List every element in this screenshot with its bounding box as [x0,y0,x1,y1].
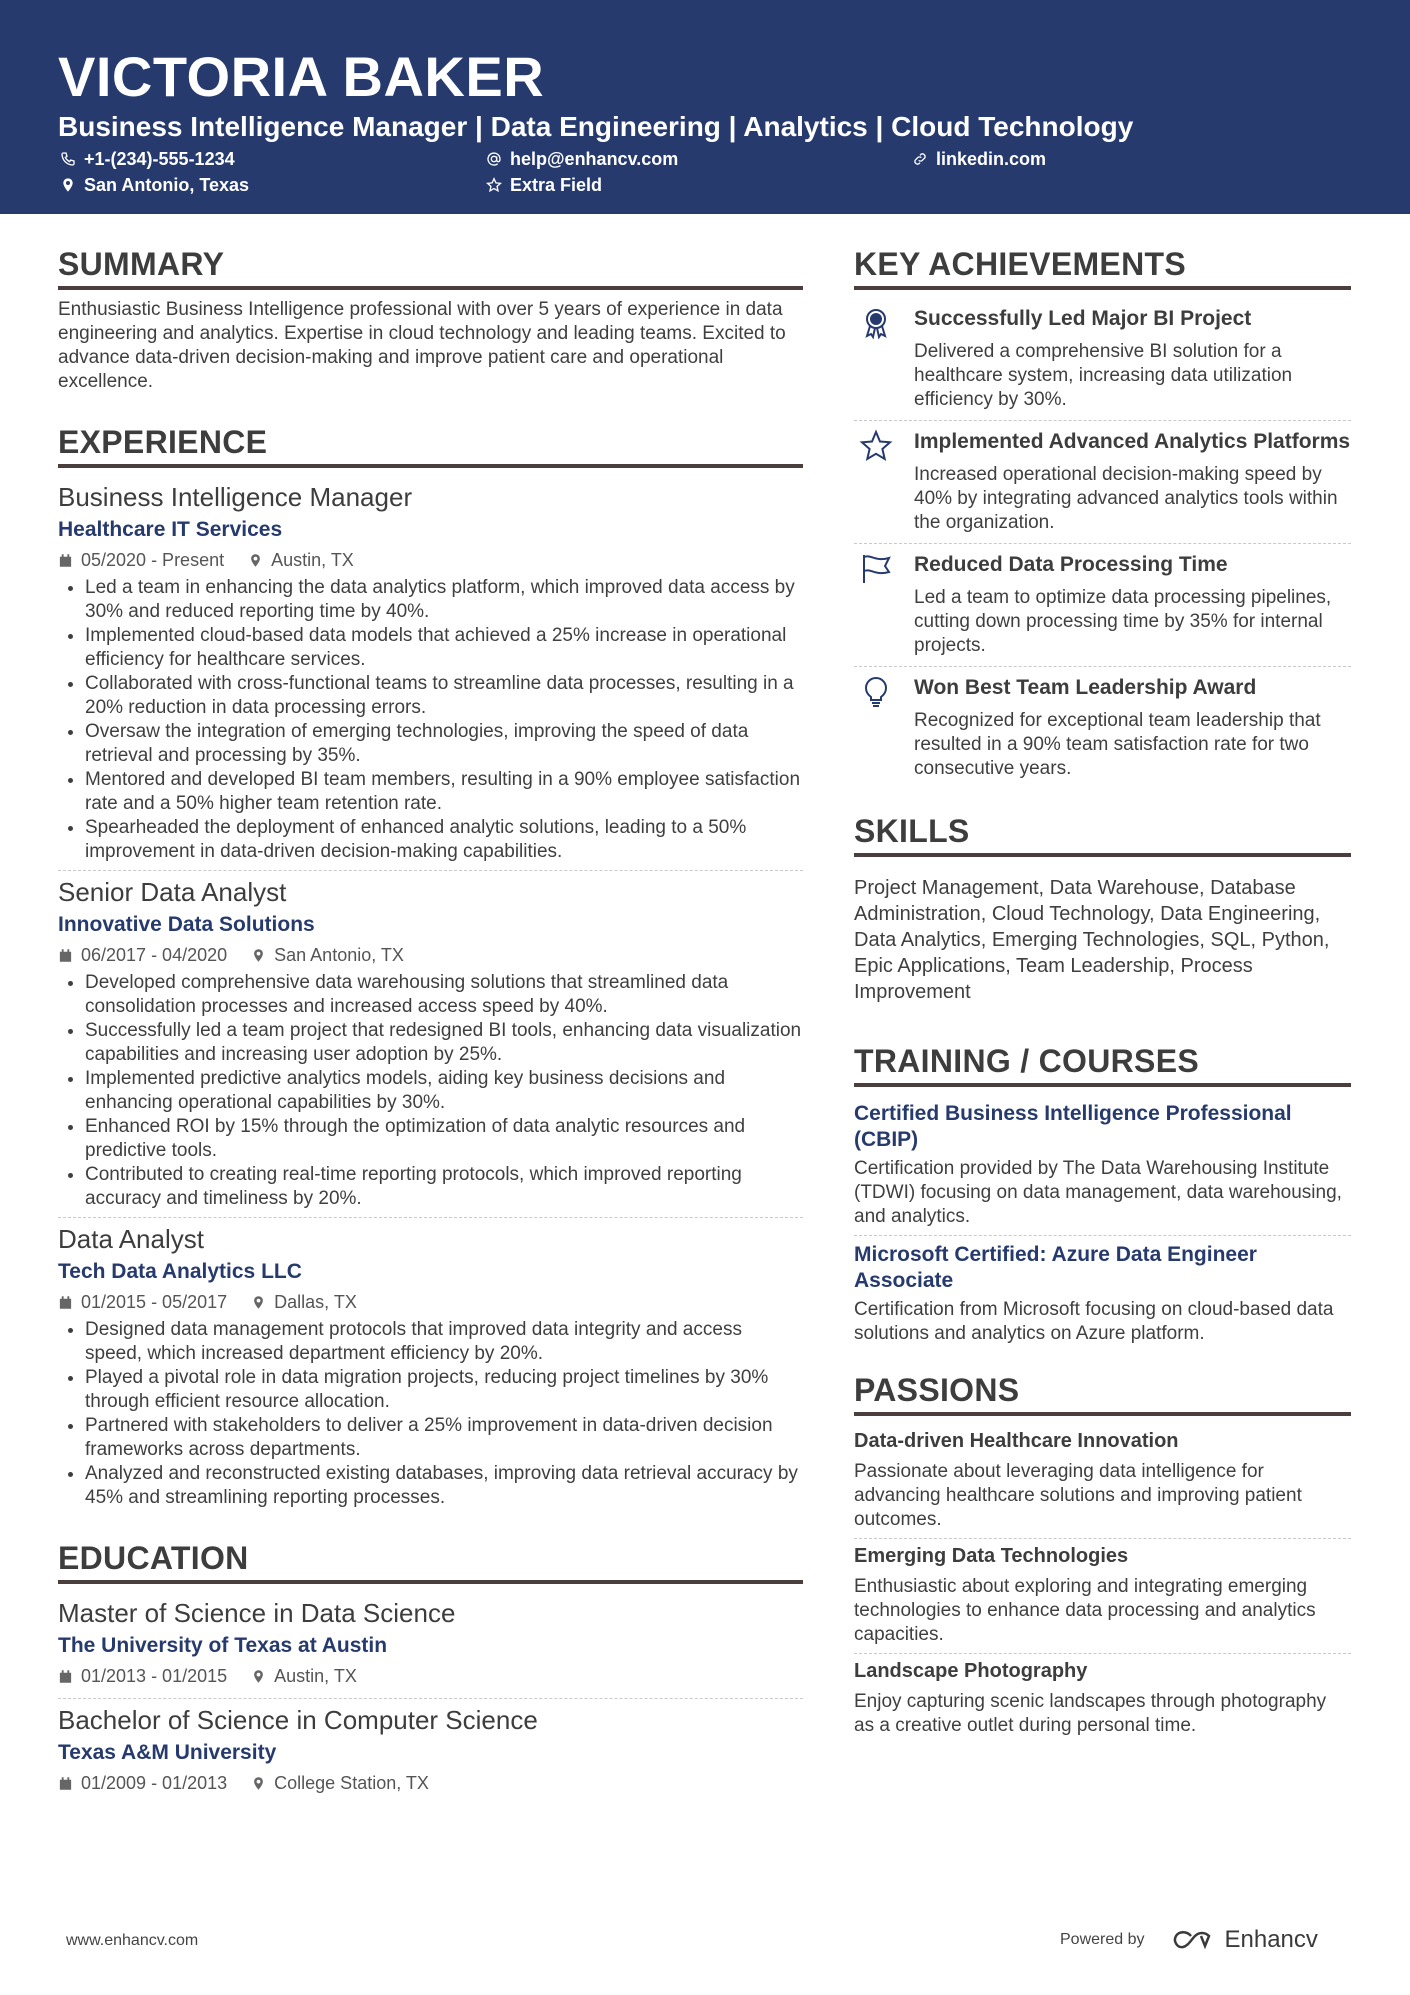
course-title: Certified Business Intelligence Professional (CBIP) [854,1102,1292,1151]
summary-heading: SUMMARY [58,244,803,290]
achievement-item [854,421,1351,544]
skills-heading: SKILLS [854,811,1351,857]
bullet-item: • Developed comprehensive data warehousing solutions that streamlined data consolidation processes and increased access speed by 40%. [85,971,803,1019]
left-column [58,244,803,1805]
achievement-item [854,667,1351,789]
calendar-icon [58,553,73,568]
job-meta [58,1290,803,1314]
contact-location [60,174,249,196]
calendar-icon [58,1295,73,1310]
passions-heading: PASSIONS [854,1370,1351,1416]
course-item [854,1095,1351,1236]
achievement-title: Implemented Advanced Analytics Platforms [914,430,1351,453]
degree-title: Master of Science in Data Science [58,1598,456,1628]
contact-phone [60,148,235,170]
school-name: Texas A&M University [58,1741,277,1764]
bullet-item: • Contributed to creating real-time reporting protocols, which improved reporting accuracy and timeliness by 20%. [85,1163,803,1211]
award-medal-icon [859,306,893,340]
course-item [854,1236,1351,1352]
passion-title: Landscape Photography [854,1660,1088,1682]
course-desc: Certification from Microsoft focusing on cloud-based data solutions and analytics on Azure platform. [854,1299,1334,1344]
resume-header [0,0,1410,214]
skills-text: Project Management, Data Warehouse, Database Administration, Cloud Technology, Data Engineering, Data Analytics, Emerging Technologies, SQL, Python, Epic Applications, Team Leadership, Process Improvement [854,877,1330,1003]
education-meta [58,1771,803,1795]
bullet-item: • Played a pivotal role in data migration projects, reducing project timelines by 30% through efficient resource allocation. [85,1366,803,1414]
experience-item [58,1218,803,1516]
achievement-desc: Delivered a comprehensive BI solution for a healthcare system, increasing data utilization efficiency by 30%. [914,341,1293,410]
education-heading: EDUCATION [58,1538,803,1584]
bullet-item: • Implemented predictive analytics models, aiding key business decisions and enhancing operational capabilities by 30%. [85,1067,803,1115]
passion-item [854,1424,1351,1539]
calendar-icon [58,1669,73,1684]
course-title: Microsoft Certified: Azure Data Engineer Associate [854,1243,1257,1292]
achievement-desc: Increased operational decision-making speed by 40% by integrating advanced analytics tools within the organization. [914,464,1338,533]
achievement-title: Successfully Led Major BI Project [914,307,1252,330]
training-heading: TRAINING / COURSES [854,1041,1351,1087]
job-dates: 05/2020 - Present [81,550,225,570]
map-pin-icon [60,177,76,193]
passion-desc: Passionate about leveraging data intelligence for advancing healthcare solutions and improving patient outcomes. [854,1461,1302,1530]
company-name: Tech Data Analytics LLC [58,1260,302,1283]
job-location: San Antonio, TX [274,945,404,965]
job-bullets [58,971,803,1211]
brand-name: Enhancv [1224,1926,1318,1953]
bullet-item: • Collaborated with cross-functional teams to streamline data processes, resulting in a 20% reduction in data processing errors. [85,672,803,720]
brand-logo[interactable] [1171,1926,1318,1954]
education-dates: 01/2009 - 01/2013 [81,1773,228,1793]
calendar-icon [58,948,73,963]
footer-website[interactable]: www.enhancv.com [66,1932,199,1949]
bullet-item: • Implemented cloud-based data models that achieved a 25% increase in operational efficiency for healthcare services. [85,624,803,672]
education-item [58,1699,803,1805]
achievement-title: Won Best Team Leadership Award [914,676,1257,699]
bullet-item: • Oversaw the integration of emerging technologies, improving the speed of data retrieval and processing by 35%. [85,720,803,768]
education-location: College Station, TX [274,1773,429,1793]
experience-heading: EXPERIENCE [58,422,803,468]
footer-branding [1060,1926,1318,1954]
company-name: Healthcare IT Services [58,518,283,541]
education-dates: 01/2013 - 01/2015 [81,1666,228,1686]
experience-item [58,871,803,1218]
bullet-item: • Enhanced ROI by 15% through the optimization of data analytic resources and predictive tools. [85,1115,803,1163]
map-pin-icon [251,1669,266,1684]
linkedin-text[interactable]: linkedin.com [936,149,1047,169]
bullet-item: • Led a team in enhancing the data analytics platform, which improved data access by 30% and reduced reporting time by 40%. [85,576,803,624]
contact-extra [486,174,602,196]
passion-item [854,1539,1351,1654]
phone-text: +1-(234)-555-1234 [84,149,235,169]
achievement-desc: Led a team to optimize data processing pipelines, cutting down processing time by 35% for internal projects. [914,587,1332,656]
map-pin-icon [248,553,263,568]
extra-field-text: Extra Field [510,175,603,195]
achievement-desc: Recognized for exceptional team leadership that resulted in a 90% team satisfaction rate for two consecutive years. [914,710,1321,779]
achievement-item [854,544,1351,667]
education-item [58,1592,803,1699]
email-text[interactable]: help@enhancv.com [510,149,679,169]
right-column [854,244,1351,1744]
achievements-heading: KEY ACHIEVEMENTS [854,244,1351,290]
summary-text: Enthusiastic Business Intelligence professional with over 5 years of experience in data engineering and analytics. Expertise in cloud technology and leading teams. Excited to advance data-driven decision-making and improve patient care and operational excellence. [58,299,786,392]
job-bullets [58,1318,803,1510]
lightbulb-icon [859,675,893,709]
education-location: Austin, TX [274,1666,357,1686]
passion-title: Data-driven Healthcare Innovation [854,1430,1179,1452]
achievement-item [854,298,1351,421]
map-pin-icon [251,948,266,963]
company-name: Innovative Data Solutions [58,913,315,936]
map-pin-icon [251,1295,266,1310]
map-pin-icon [251,1776,266,1791]
passion-desc: Enthusiastic about exploring and integrating emerging technologies to enhance data processing and analytics capacities. [854,1576,1316,1645]
bullet-item: • Designed data management protocols that improved data integrity and access speed, which increased department efficiency by 20%. [85,1318,803,1366]
job-dates: 01/2015 - 05/2017 [81,1292,228,1312]
location-text: San Antonio, Texas [84,175,250,195]
calendar-icon [58,1776,73,1791]
contact-linkedin [912,148,1046,170]
phone-icon [60,151,76,167]
degree-title: Bachelor of Science in Computer Science [58,1705,538,1735]
job-bullets [58,576,803,864]
bullet-item: • Analyzed and reconstructed existing databases, improving data retrieval accuracy by 45% and streamlining reporting processes. [85,1462,803,1510]
job-dates: 06/2017 - 04/2020 [81,945,228,965]
link-icon [912,151,928,167]
passion-desc: Enjoy capturing scenic landscapes through photography as a creative outlet during personal time. [854,1691,1327,1736]
candidate-name: VICTORIA BAKER [58,45,545,108]
star-icon [859,429,893,463]
bullet-item: • Spearheaded the deployment of enhanced analytic solutions, leading to a 50% improvement in data-driven decision-making capabilities. [85,816,803,864]
headline: Business Intelligence Manager | Data Engineering | Analytics | Cloud Technology [58,111,1134,142]
bullet-item: • Mentored and developed BI team members, resulting in a 90% employee satisfaction rate and a 50% higher team retention rate. [85,768,803,816]
job-title: Data Analyst [58,1224,204,1254]
education-meta [58,1664,803,1688]
achievement-title: Reduced Data Processing Time [914,553,1228,576]
job-meta [58,548,803,572]
course-desc: Certification provided by The Data Warehousing Institute (TDWI) focusing on data management, data warehousing, and analytics. [854,1158,1342,1227]
job-meta [58,943,803,967]
job-title: Business Intelligence Manager [58,482,413,512]
powered-by-label: Powered by [1060,1931,1145,1948]
school-name: The University of Texas at Austin [58,1634,388,1657]
contact-email [486,148,678,170]
flag-icon [859,552,893,586]
job-location: Austin, TX [271,550,354,570]
star-icon [486,177,502,193]
job-location: Dallas, TX [274,1292,357,1312]
passion-title: Emerging Data Technologies [854,1545,1129,1567]
enhancv-logo-icon [1171,1928,1217,1952]
experience-item [58,476,803,871]
bullet-item: • Partnered with stakeholders to deliver a 25% improvement in data-driven decision frameworks across departments. [85,1414,803,1462]
bullet-item: • Successfully led a team project that redesigned BI tools, enhancing data visualization capabilities and increasing user adoption by 25%. [85,1019,803,1067]
job-title: Senior Data Analyst [58,877,287,907]
at-sign-icon [486,151,502,167]
passion-item [854,1654,1351,1744]
